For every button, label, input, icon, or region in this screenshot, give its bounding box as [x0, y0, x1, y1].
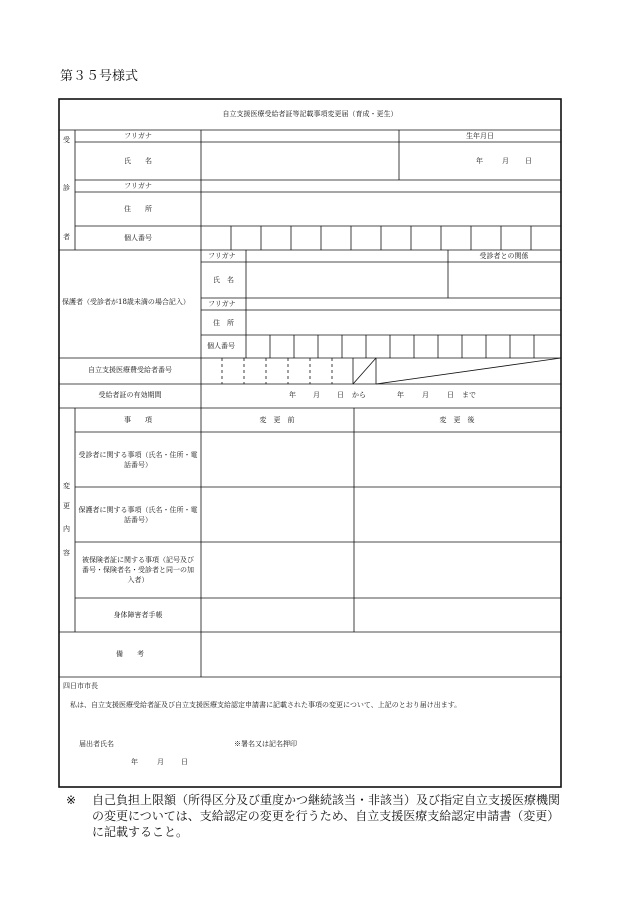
- validity-from-suffix: から: [352, 391, 366, 399]
- declaration-text: 私は、自立支援医療受給者証及び自立支援医療支給認定申請書に記載された事項の変更について、上記のとおり届け出ます。: [70, 701, 462, 709]
- recipient-number-field[interactable]: [202, 359, 352, 383]
- birthdate-year-unit: 年: [476, 157, 483, 165]
- change-row-insurance-after-field[interactable]: [355, 543, 560, 597]
- recipient-number-label: 自立支援医療費受給者番号: [88, 366, 172, 374]
- recipient-birthdate-label: 生年月日: [466, 132, 494, 140]
- validity-from-day: 日: [337, 391, 344, 399]
- date-day-unit: 日: [181, 758, 188, 766]
- recipient-my-number-field[interactable]: [202, 227, 560, 249]
- recipient-address-furigana-label: フリガナ: [124, 182, 152, 190]
- footnote-text: 自己負担上限額（所得区分及び重度かつ継続該当・非該当）及び指定自立支援医療機関の変更については、支給認定の変更を行うため、自立支援医療支給認定申請書（変更）に記載すること。: [92, 793, 561, 839]
- recipient-my-number-label: 個人番号: [124, 234, 152, 242]
- guardian-furigana-field[interactable]: [247, 251, 447, 261]
- recipient-name-label: 氏 名: [124, 157, 152, 165]
- recipient-address-label: 住 所: [124, 205, 152, 213]
- signature-note: ※署名又は記名押印: [234, 740, 297, 748]
- guardian-address-label: 住 所: [213, 319, 234, 327]
- change-row-recipient-label: 受診者に関する事項（氏名・住所・電話番号）: [78, 451, 198, 469]
- guardian-relation-label: 受診者との関係: [479, 252, 529, 260]
- recipient-section-label-2: 診: [63, 184, 70, 192]
- footnote-mark: ※: [66, 793, 77, 807]
- changes-section-label-1: 変: [63, 482, 70, 490]
- birthdate-day-unit: 日: [525, 157, 532, 165]
- changes-header-before: 変 更 前: [259, 416, 295, 424]
- remarks-field[interactable]: [202, 633, 560, 676]
- guardian-relation-field[interactable]: [449, 263, 560, 297]
- date-month-unit: 月: [157, 758, 164, 766]
- applicant-name-field[interactable]: [125, 737, 225, 751]
- guardian-name-field[interactable]: [247, 263, 447, 297]
- change-row-insurance-label: 被保険者証に関する事項（記号及び番号・保険者名・受診者と同一の加入者）: [82, 556, 194, 584]
- changes-section-label-3: 内: [63, 525, 70, 533]
- change-row-guardian-before-field[interactable]: [202, 488, 353, 541]
- form-number: 第３５号様式: [60, 69, 139, 84]
- change-row-disability-after-field[interactable]: [355, 599, 560, 631]
- guardian-my-number-field[interactable]: [247, 336, 560, 357]
- validity-to-suffix: まで: [462, 391, 476, 399]
- recipient-furigana-label: フリガナ: [124, 132, 152, 140]
- birthdate-month-unit: 月: [502, 157, 509, 165]
- date-year-unit: 年: [131, 758, 138, 766]
- change-row-insurance-before-field[interactable]: [202, 543, 353, 597]
- validity-to-year: 年: [397, 391, 404, 399]
- validity-label: 受給者証の有効期間: [98, 391, 162, 399]
- applicant-name-label: 届出者氏名: [79, 740, 114, 748]
- guardian-address-furigana-field[interactable]: [247, 299, 560, 309]
- recipient-section-label-1: 受: [63, 136, 70, 144]
- validity-to-month: 月: [422, 391, 429, 399]
- guardian-address-furigana-label: フリガナ: [208, 300, 236, 308]
- validity-from-year: 年: [289, 391, 296, 399]
- change-row-recipient-before-field[interactable]: [202, 433, 353, 486]
- recipient-address-furigana-field[interactable]: [202, 181, 560, 191]
- recipient-birthdate-field[interactable]: [400, 143, 560, 179]
- guardian-name-label: 氏 名: [213, 276, 234, 284]
- validity-from-month: 月: [313, 391, 320, 399]
- remarks-label: 備 考: [116, 650, 144, 658]
- change-row-disability-before-field[interactable]: [202, 599, 353, 631]
- guardian-my-number-label: 個人番号: [207, 342, 235, 350]
- guardian-section-label: 保護者（受診者が18歳未満の場合記入）: [62, 298, 190, 306]
- recipient-name-field[interactable]: [202, 143, 398, 179]
- recipient-furigana-field[interactable]: [202, 131, 398, 141]
- addressee: 四日市市長: [63, 682, 98, 690]
- validity-field[interactable]: [202, 385, 560, 407]
- changes-header-after: 変 更 後: [439, 416, 475, 424]
- validity-to-day: 日: [447, 391, 454, 399]
- guardian-address-field[interactable]: [247, 311, 560, 334]
- change-row-recipient-after-field[interactable]: [355, 433, 560, 486]
- changes-section-label-2: 更: [63, 502, 70, 510]
- recipient-section-label-3: 者: [63, 233, 70, 241]
- changes-header-item: 事 項: [124, 416, 152, 424]
- guardian-furigana-label: フリガナ: [208, 252, 236, 260]
- changes-section-label-4: 容: [63, 549, 70, 557]
- change-row-guardian-after-field[interactable]: [355, 488, 560, 541]
- recipient-address-field[interactable]: [202, 193, 560, 225]
- change-row-guardian-label: 保護者に関する事項（氏名・住所・電話番号）: [78, 506, 198, 524]
- form-title: 自立支援医療受給者証等記載事項変更届（育成・更生）: [222, 110, 398, 118]
- change-row-disability-label: 身体障害者手帳: [113, 611, 163, 619]
